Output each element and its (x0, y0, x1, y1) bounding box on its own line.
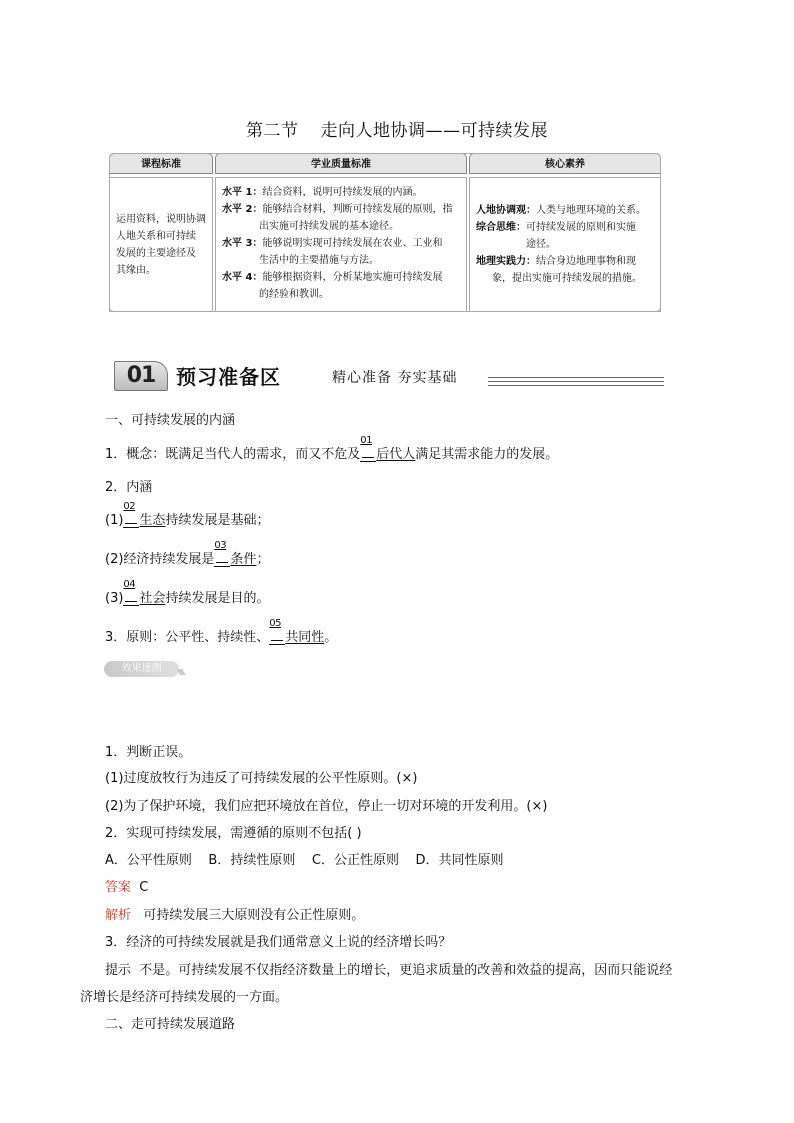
banner-number: 01 (114, 361, 168, 391)
curriculum-line: 人地关系和可持续 (116, 231, 196, 242)
level-4-cont: 的经验和教训。 (259, 289, 329, 300)
level-3: 水平 3：能够说明实现可持续发展在农业、工业和 (222, 238, 443, 249)
analysis-label: 解析 (105, 908, 132, 923)
section-number: 第二节 (246, 121, 299, 141)
curriculum-line: 运用资料，说明协调 (116, 214, 206, 225)
curriculum-line: 其缘由。 (116, 265, 156, 276)
connotation-item-3: (3) 04 社会持续发展是目的。 (105, 579, 270, 606)
blank-answer: 条件 (230, 552, 257, 567)
level-2: 水平 2：能够结合材料，判断可持续发展的原则，指 (222, 204, 453, 215)
banner-slogan: 精心准备 夯实基础 (332, 370, 458, 386)
banner-rule (488, 377, 664, 378)
analysis-line (105, 904, 364, 923)
header-curriculum: 课程标准 (109, 153, 213, 174)
hint-line-2: 济增长是经济可持续发展的一方面。 (80, 990, 289, 1005)
answer-value: C (139, 880, 149, 895)
standards-table (109, 153, 661, 312)
answer-label: 答案 (105, 880, 132, 895)
q2-options: A．公平性原则 B．持续性原则 C．公正性原则 D．共同性原则 (105, 853, 504, 868)
blank-answer: 生态 (139, 513, 166, 528)
curriculum-line: 发展的主要途径及 (116, 248, 196, 259)
q3: 3．经济的可持续发展就是我们通常意义上说的经济增长吗？ (105, 935, 452, 950)
section1-heading: 一、可持续发展的内涵 (105, 413, 236, 428)
literacy-3: 地理实践力：结合身边地理事物和现 (476, 256, 636, 267)
quiz-tag: 效果速测 (104, 661, 179, 677)
connotation-heading: 2．内涵 (105, 480, 153, 495)
blank-answer: 共同性 (285, 630, 325, 645)
answer-line (105, 876, 148, 895)
concept-line: 1．概念：既满足当代人的需求，而又不危及 01 后代人满足其需求能力的发展。 (105, 435, 559, 462)
q2: 2．实现可持续发展，需遵循的原则不包括( ) (105, 826, 362, 841)
section-title: 走向人地协调——可持续发展 (320, 121, 548, 141)
level-2-cont: 出实施可持续发展的基本途径。 (259, 221, 399, 232)
hint-text: 不是。可持续发展不仅指经济数量上的增长，更追求质量的改善和效益的提高，因而只能说经 (139, 963, 673, 978)
blank-number: 02 (123, 513, 139, 528)
analysis-text: 可持续发展三大原则没有公正性原则。 (143, 908, 365, 923)
table-border (109, 153, 661, 312)
blank-number: 04 (123, 591, 139, 606)
blank-answer: 社会 (139, 591, 166, 606)
q1: 1．判断正误。 (105, 745, 192, 760)
section-banner (114, 359, 664, 391)
level-4: 水平 4：能够根据资料，分析某地实施可持续发展 (222, 272, 443, 283)
banner-rule (488, 385, 664, 386)
literacy-2-cont: 途径。 (526, 239, 556, 250)
header-literacy: 核心素养 (469, 153, 661, 174)
blank-number: 01 (360, 447, 376, 462)
hint-line-1 (105, 959, 725, 978)
hint-label: 提示 (105, 963, 132, 978)
header-quality: 学业质量标准 (215, 153, 467, 174)
blank-number: 03 (214, 552, 230, 567)
level-1: 水平 1：结合资料，说明可持续发展的内涵。 (222, 187, 423, 198)
banner-rule (488, 381, 664, 382)
literacy-2: 综合思维：可持续发展的原则和实施 (476, 222, 636, 233)
level-3-cont: 生活中的主要措施与方法。 (259, 255, 379, 266)
blank-number: 05 (269, 630, 285, 645)
literacy-1: 人地协调观：人类与地理环境的关系。 (476, 205, 646, 216)
banner-name: 预习准备区 (176, 365, 281, 389)
literacy-3-cont: 象，提出实施可持续发展的措施。 (492, 273, 642, 284)
page-title (0, 116, 794, 141)
q1b: (2)为了保护环境，我们应把环境放在首位，停止一切对环境的开发利用。(×) (105, 799, 548, 814)
blank-answer: 后代人 (376, 447, 416, 462)
q1a: (1)过度放牧行为违反了可持续发展的公平性原则。(×) (105, 771, 418, 786)
section2-heading: 二、走可持续发展道路 (105, 1017, 236, 1032)
principle-line: 3．原则：公平性、持续性、 05 共同性。 (105, 618, 338, 645)
connotation-item-1: (1) 02 生态持续发展是基础； (105, 501, 270, 528)
connotation-item-2: (2)经济持续发展是 03 条件； (105, 540, 270, 567)
